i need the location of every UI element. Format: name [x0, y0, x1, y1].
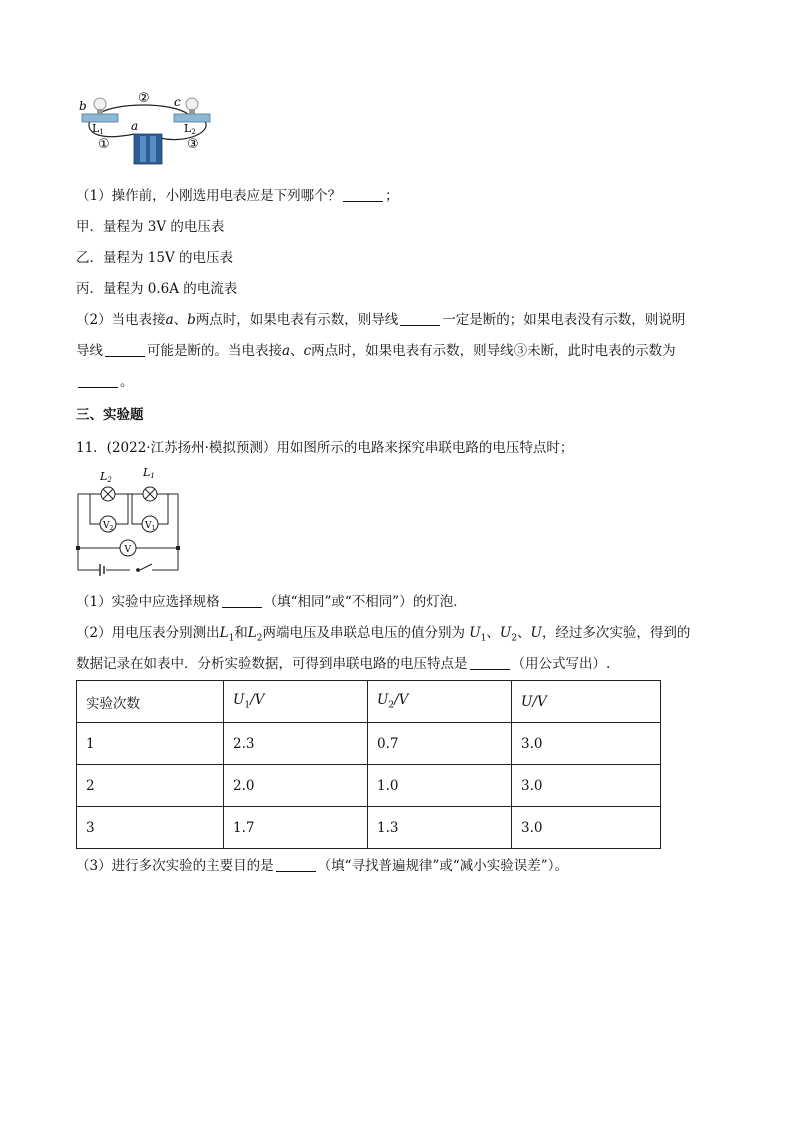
q10-part1-text: （1）操作前，小刚选用电表应是下列哪个？ [76, 188, 342, 204]
table-cell: 3.0 [512, 723, 661, 765]
label-L1: L1 [143, 466, 155, 480]
table-header-cell: 实验次数 [77, 681, 224, 723]
series-circuit-figure [76, 466, 186, 576]
table-cell: 2.3 [224, 723, 368, 765]
label-L2: L2 [184, 122, 196, 136]
answer-blank [276, 857, 316, 872]
label-L1: L1 [92, 122, 104, 136]
q10-part2-line2: 导线 可能是断的。当电表接a、c两点时，如果电表有示数，则导线③未断，此时电表的示数为 [76, 343, 676, 359]
table-cell: 3.0 [512, 765, 661, 807]
table-header-cell: $U_1/V$ [224, 681, 368, 723]
label-V: V [124, 545, 131, 555]
table-cell: 2.0 [224, 765, 368, 807]
label-wire-3: ③ [187, 137, 199, 152]
label-c: c [174, 95, 181, 109]
table-cell: 3 [77, 807, 224, 849]
table-header-row [77, 681, 661, 723]
label-b: b [79, 99, 87, 113]
table-row [77, 723, 661, 765]
q11-part2-line1: （2）用电压表分别测出$L_1$和$L_2$两端电压及串联总电压的值分别为 $U_1$、$U_2$、U，经过多次实验，得到的 [76, 625, 691, 644]
answer-blank [105, 342, 145, 357]
label-L2: L2 [100, 470, 112, 484]
answer-blank [222, 593, 262, 608]
q11-part2-line2: 数据记录在如表中．分析实验数据，可得到串联电路的电压特点是 （用公式写出）. [76, 656, 611, 672]
bulb-1-icon [94, 98, 106, 110]
q10-option-c: 丙．量程为 0.6A 的电流表 [76, 281, 238, 297]
table-cell: 0.7 [368, 723, 512, 765]
answer-blank [470, 655, 510, 670]
q10-part1: （1）操作前，小刚选用电表应是下列哪个？ ； [76, 188, 399, 204]
circled-number-3: ③ [513, 343, 528, 359]
q11-part3: （3）进行多次实验的主要目的是 （填“寻找普遍规律”或“减小实验误差”）。 [76, 858, 568, 874]
data-table [76, 680, 661, 849]
bulb-2-holder [174, 114, 210, 122]
table-cell: 1.3 [368, 807, 512, 849]
q10-part2-line3: 。 [76, 372, 134, 392]
q11-stem: 11．(2022·江苏扬州·模拟预测）用如图所示的电路来探究串联电路的电压特点时； [76, 440, 574, 456]
table-row [77, 765, 661, 807]
label-V1: $V_1$ [145, 521, 156, 532]
q10-option-a: 甲．量程为 3V 的电压表 [76, 219, 225, 235]
table-header-cell: $U_2/V$ [368, 681, 512, 723]
answer-blank [343, 187, 383, 202]
section-title: 三、实验题 [76, 407, 144, 423]
bulb-2-icon [186, 98, 198, 110]
table-cell: 3.0 [512, 807, 661, 849]
label-wire-1: ① [98, 137, 110, 152]
label-a: a [131, 119, 139, 133]
battery-icon [134, 134, 162, 164]
bulb-1-holder [82, 114, 118, 122]
label-wire-2: ② [138, 91, 150, 106]
table-cell: 1.0 [368, 765, 512, 807]
answer-blank [400, 311, 440, 326]
switch-icon [137, 569, 140, 572]
q10-part2-line1: （2）当电表接a、b两点时，如果电表有示数，则导线 一定是断的；如果电表没有示数，则说明 [76, 312, 686, 328]
table-row [77, 807, 661, 849]
answer-blank [78, 373, 118, 388]
table-cell: 1.7 [224, 807, 368, 849]
q10-option-b: 乙．量程为 15V 的电压表 [76, 250, 234, 266]
q11-part1: （1）实验中应选择规格 （填“相同”或“不相同”）的灯泡． [76, 594, 467, 610]
battery-icon [100, 564, 104, 576]
table-cell: 1 [77, 723, 224, 765]
label-V2: $V_2$ [103, 521, 114, 532]
circuit-figure-bulbs-battery [76, 88, 216, 168]
table-header-cell: U/V [512, 681, 661, 723]
table-cell: 2 [77, 765, 224, 807]
